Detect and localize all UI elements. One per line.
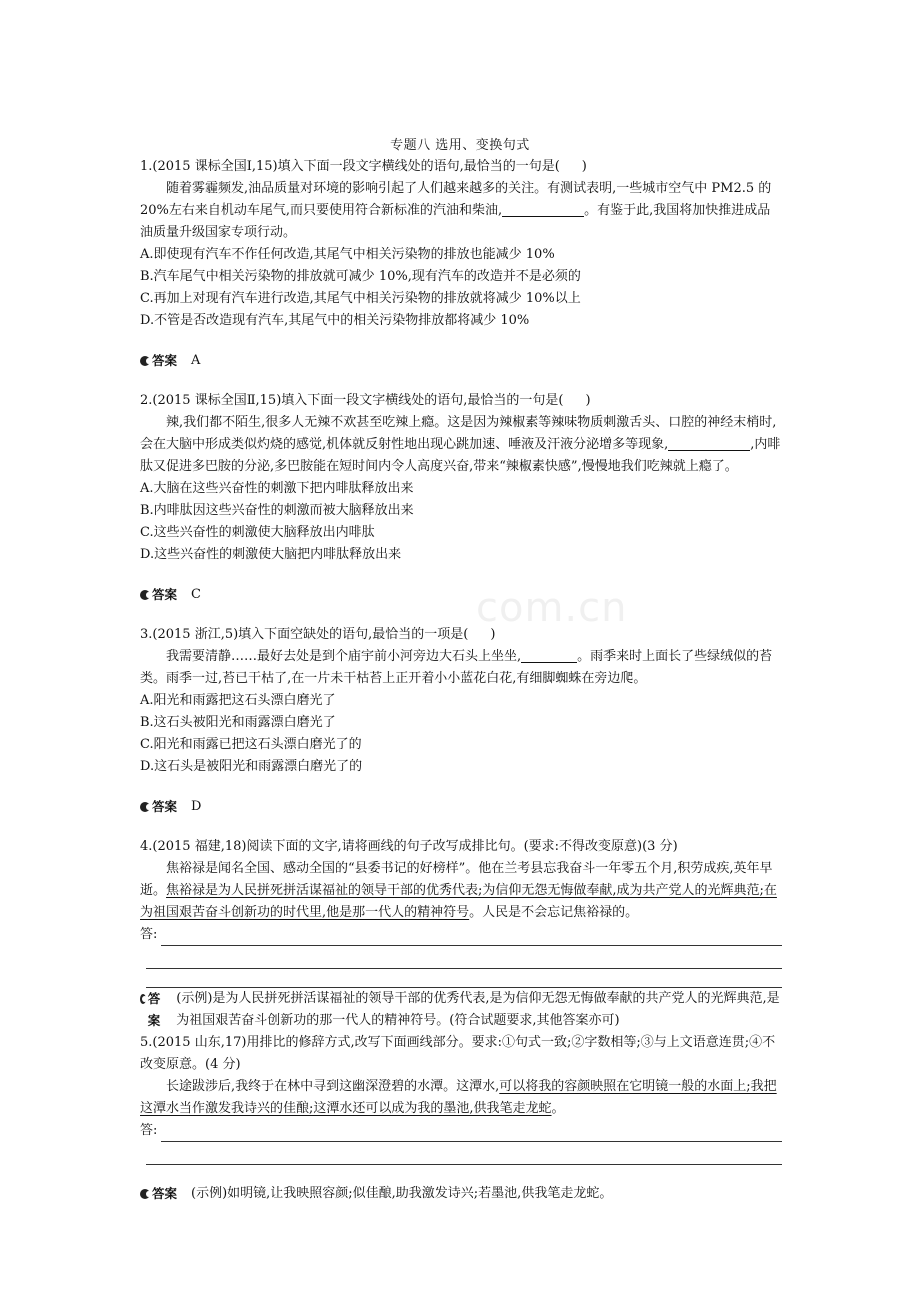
page-title: 专题八 选用、变换句式 [390,138,530,153]
question-2-stem: 2.(2015 课标全国Ⅱ,15)填入下面一段文字横线处的语句,最恰当的一句是( ) [140,393,591,408]
question-1-option-c: C.再加上对现有汽车进行改造,其尾气中相关污染物的排放就将减少 10%以上 [140,291,581,306]
answer-icon [140,802,150,812]
question-3-option-a: A.阳光和雨露把这石头漂白磨光了 [140,693,336,708]
question-3-option-c: C.阳光和雨露已把这石头漂白磨光了的 [140,737,362,752]
question-1-option-b: B.汽车尾气中相关污染物的排放就可减少 10%,现有汽车的改造并不是必须的 [140,269,581,284]
question-2-option-a: A.大脑在这些兴奋性的刺激下把内啡肽释放出来 [140,481,414,496]
question-1-option-d: D.不管是否改造现有汽车,其尾气中的相关污染物排放都将减少 10% [140,313,530,328]
question-4-passage: 焦裕禄是闻名全国、感动全国的“县委书记的好榜样”。他在兰考县忘我奋斗一年零五个月,积劳成疾,英年早逝。焦裕禄是为人民拼死拼活谋福祉的领导干部的优秀代表;为信仰无怨无悔做奉献,成为共产党人的光辉典范;在为祖国艰苦奋斗创新功的时代里,他是那一代人的精神符号。人民是不会忘记焦裕禄的。 [140,861,777,920]
answer-icon [140,356,150,366]
underlined-text: 可以将我的容颜映照在它明镜一般的水面上;我把这潭水当作激发我诗兴的佳酿;这潭水还可以成为我的墨池,供我笔走龙蛇 [140,1079,777,1116]
underlined-text: 焦裕禄是为人民拼死拼活谋福祉的领导干部的优秀代表;为信仰无怨无悔做奉献,成为共产党人的光辉典范;在为祖国艰苦奋斗创新功的时代里,他是那一代人的精神符号 [140,883,777,920]
question-3-option-b: B.这石头被阳光和雨露漂白磨光了 [140,715,336,730]
fill-blank [521,648,577,663]
question-1-passage: 随着雾霾频发,油品质量对环境的影响引起了人们越来越多的关注。有测试表明,一些城市空气中 PM2.5 的 20%左右来自机动车尾气,而只要使用符合新标准的汽油和柴油, 。有鉴于此,我国将加快推进成品油质量升级国家专项行动。 [140,181,772,240]
question-2-option-d: D.这些兴奋性的刺激使大脑把内啡肽释放出来 [140,547,402,562]
question-3-stem: 3.(2015 浙江,5)填入下面空缺处的语句,最恰当的一项是( ) [140,627,496,642]
question-1-option-a: A.即使现有汽车不作任何改造,其尾气中相关污染物的排放也能减少 10% [140,247,555,262]
question-5-answer-field[interactable]: 答: [140,1120,782,1142]
fill-blank [668,436,750,451]
question-2-option-c: C.这些兴奋性的刺激使大脑释放出内啡肽 [140,525,375,540]
question-2-answer: 答案 C [140,584,782,606]
question-4-stem: 4.(2015 福建,18)阅读下面的文字,请将画线的句子改写成排比句。(要求:不得改变原意)(3 分) [140,839,678,854]
question-2-option-b: B.内啡肽因这些兴奋性的刺激而被大脑释放出来 [140,503,414,518]
question-1-stem: 1.(2015 课标全国Ⅰ,15)填入下面一段文字横线处的语句,最恰当的一句是( ) [140,159,587,174]
question-2-passage: 辣,我们都不陌生,很多人无辣不欢甚至吃辣上瘾。这是因为辣椒素等辣味物质刺激舌头、口腔的神经末梢时,会在大脑中形成类似灼烧的感觉,机体就反射性地出现心跳加速、唾液及汗液分泌增多等现象, ,内啡肽又促进多巴胺的分泌,多巴胺能在短时间内令人高度兴奋,带来“辣椒素快感”,慢慢地我们吃辣就上瘾了。 [140,415,781,474]
answer-icon [140,994,146,1004]
question-3-option-d: D.这石头是被阳光和雨露漂白磨光了的 [140,759,363,774]
answer-icon [140,590,150,600]
answer-icon [140,1189,150,1199]
question-1-answer: 答案 A [140,350,782,372]
watermark: com.cn [476,585,628,631]
question-4-answer-field[interactable]: 答: [140,924,782,946]
question-5-passage: 长途跋涉后,我终于在林中寻到这幽深澄碧的水潭。这潭水,可以将我的容颜映照在它明镜一般的水面上;我把这潭水当作激发我诗兴的佳酿;这潭水还可以成为我的墨池,供我笔走龙蛇。 [140,1079,777,1116]
question-5-answer: 答案 (示例)如明镜,让我映照容颜;似佳酿,助我激发诗兴;若墨池,供我笔走龙蛇。 [140,1183,782,1205]
question-3-answer: 答案 D [140,796,782,818]
answer-line[interactable] [146,969,782,988]
fill-blank [502,202,584,217]
question-3-passage: 我需要清静……最好去处是到个庙宇前小河旁边大石头上坐坐, 。雨季来时上面长了些绿绒似的苔类。雨季一过,苔已干枯了,在一片未干枯苔上正开着小小蓝花白花,有细脚蜘蛛在旁边爬。 [140,649,773,686]
answer-line[interactable] [146,946,782,969]
question-4-answer: 答案 (示例)是为人民拼死拼活谋福祉的领导干部的优秀代表,是为信仰无怨无悔做奉献的共产党人的光辉典范,是为祖国艰苦奋斗创新功的那一代人的精神符号。(符合试题要求,其他答案亦可) [140,988,782,1032]
document-content [140,156,782,1205]
answer-line[interactable] [146,1142,782,1165]
question-5-stem: 5.(2015 山东,17)用排比的修辞方式,改写下面画线部分。要求:①句式一致;②字数相等;③与上文语意连贯;④不改变原意。(4 分) [140,1035,776,1072]
